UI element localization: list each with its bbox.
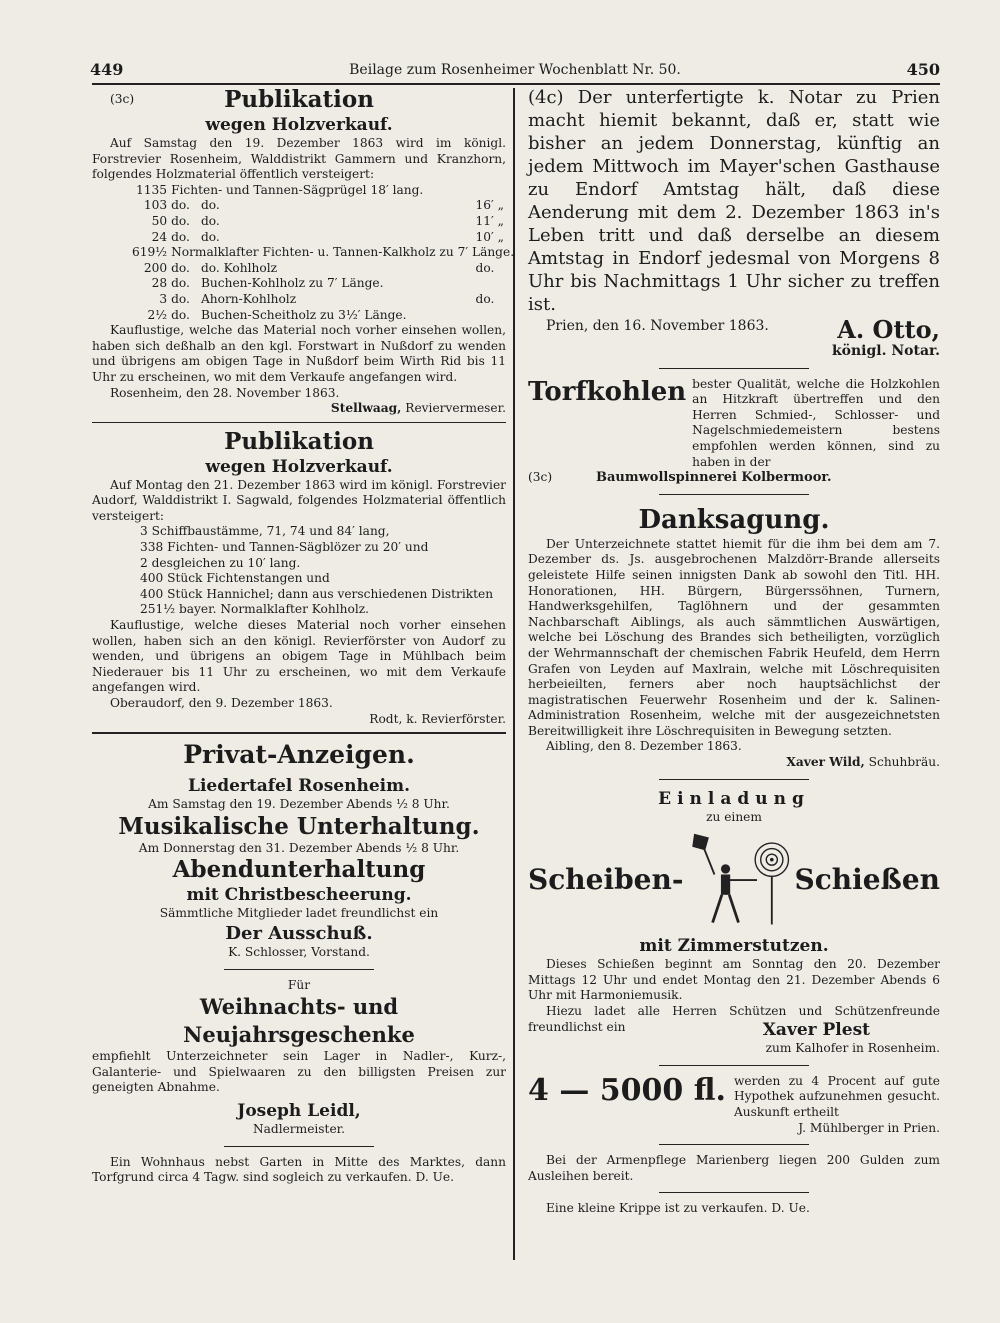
einladung-text: Dieses Schießen beginnt am Sonntag den 20. Dezember Mittags 12 Uhr und endet Montag den 21. Dezember Abends 6 Uhr mit Harmoniemusik.	[528, 957, 940, 1003]
table-cell: Fichten- und Tannen-Sägprügel 18′ lang.	[171, 182, 424, 197]
house-ad: Ein Wohnhaus nebst Garten in Mitte des Marktes, dann Torfgrund circa 4 Tagw. sind sogleich zu verkaufen. D. Ue.	[92, 1154, 506, 1185]
table-row	[132, 292, 518, 308]
ad-title: Publikation	[224, 86, 374, 113]
ad-place-date: Prien, den 16. November 1863.	[546, 318, 769, 334]
short-rule	[659, 494, 809, 495]
gift-role: Nadlermeister.	[252, 1121, 346, 1136]
table-cell: do.	[200, 198, 220, 213]
dank-title: Danksagung.	[638, 504, 830, 535]
liedertafel-title: Liedertafel Rosenheim.	[187, 776, 410, 797]
event-date: Am Samstag den 19. Dezember Abends ½ 8 Uhr.	[148, 797, 450, 812]
ad-holzverkauf-1	[92, 86, 515, 417]
table-cell: do.	[171, 307, 190, 322]
money-amount: 4 — 5000 fl.	[528, 1072, 726, 1108]
ad-danksagung	[528, 503, 940, 771]
section-rule	[92, 422, 506, 423]
table-cell: 103	[143, 198, 168, 213]
table-cell: 3	[159, 291, 168, 306]
table-row	[132, 230, 518, 246]
scheiben-label: Scheiben-	[528, 863, 684, 897]
armenpflege-ad: Bei der Armenpflege Marienberg liegen 200 Gulden zum Ausleihen bereit.	[528, 1153, 940, 1183]
table-row	[132, 276, 518, 292]
torf-text: bester Qualität, welche die Holzkohlen an Hitzkraft übertreffen und den Herren Schmied-, Schlosser- und Nagelschmiedemeistern bestens empfohlen werden können, sind zu haben in der	[692, 376, 940, 469]
list-item: 2 desgleichen zu 10′ lang.	[140, 555, 301, 570]
ad-einladung	[528, 788, 940, 1057]
table-cell: do.	[171, 260, 190, 275]
ad-title: Publikation	[224, 427, 374, 455]
header-rule	[92, 83, 940, 85]
ad-intro: Auf Samstag den 19. Dezember 1863 wird im königl. Forstrevier Rosenheim, Walddistrikt Gammern und Kranzhorn, folgendes Holzmaterial öffentlich versteigert:	[92, 136, 506, 182]
ad-intro: Auf Montag den 21. Dezember 1863 wird im königl. Forstrevier Audorf, Walddistrikt I. Sagwald, folgendes Holzmaterial öffentlich versteigert:	[92, 477, 506, 523]
torf-source: (3c) Baumwollspinnerei Kolbermoor.	[528, 470, 832, 486]
short-rule	[224, 969, 374, 970]
table-row	[132, 214, 518, 230]
table-cell: 16′ „	[475, 198, 504, 213]
dank-signature: Xaver Wild, Schuhbräu.	[786, 755, 940, 770]
krippe-ad: Eine kleine Krippe ist zu verkaufen. D. Ue.	[546, 1201, 810, 1216]
table-cell: 1135	[136, 182, 168, 197]
event-date: Am Donnerstag den 31. Dezember Abends ½ 8 Uhr.	[138, 840, 460, 855]
table-cell: 28	[151, 276, 168, 291]
table-cell: 10′ „	[475, 229, 504, 244]
ad-place-date: Rosenheim, den 28. November 1863.	[110, 385, 340, 400]
table-row	[132, 261, 518, 277]
list-item: 400 Stück Fichtenstangen und	[140, 571, 330, 586]
table-cell: do.	[200, 229, 220, 244]
table-cell: 11′ „	[475, 213, 504, 228]
ad-reference: (3c)	[110, 92, 135, 106]
ad-place-date: Oberaudorf, den 9. Dezember 1863.	[110, 696, 333, 710]
section-title: Privat-Anzeigen.	[183, 740, 415, 770]
table-cell: 619½	[132, 245, 168, 260]
einladung-signature-place: zum Kalhofer in Rosenheim.	[765, 1041, 940, 1056]
event-title: Abendunterhaltung	[172, 856, 426, 884]
short-rule	[659, 368, 809, 369]
short-rule	[659, 779, 809, 780]
table-cell: 50	[151, 213, 168, 228]
signature-vorstand: K. Schlosser, Vorstand.	[228, 944, 370, 959]
table-cell: do.	[475, 260, 495, 275]
notar-text: (4c) Der unterfertigte k. Notar zu Prien macht hiemit bekannt, daß er, statt wie bisher an jedem Donnerstag, künftig an jedem Mittwoch im Mayer'schen Gasthause zu Endorf Amtstag hält, daß diese Aenderung mit dem 2. Dezember 1863 in's Leben tritt und daß derselbe an diesem Amtstag in Endorf jedesmal von Morgens 8 Uhr bis Nachmittags 1 Uhr sicher zu treffen ist.	[528, 87, 940, 315]
header-title: Beilage zum Rosenheimer Wochenblatt Nr. 50.	[349, 62, 681, 78]
table-cell: do.	[200, 213, 220, 228]
page-header	[90, 60, 940, 84]
ad-subtitle: wegen Holzverkauf.	[205, 456, 393, 477]
ad-holzverkauf-2	[92, 428, 506, 728]
table-row	[132, 308, 518, 324]
torf-title: Torfkohlen	[528, 376, 687, 407]
event-subtitle: mit Christbescheerung.	[186, 885, 412, 906]
gift-signature: Joseph Leidl,	[237, 1100, 361, 1121]
table-cell: 200	[143, 260, 168, 275]
einladung-title: Einladung	[658, 788, 810, 809]
short-rule	[659, 1144, 809, 1145]
einladung-signature: Xaver Plest	[762, 1020, 870, 1041]
ad-money	[528, 1074, 940, 1136]
table-row	[132, 198, 518, 214]
ad-notar	[528, 86, 940, 360]
ad-body: Kauflustige, welche dieses Material noch vorher einsehen wollen, haben sich an den königl. Revierförster von Audorf zu wenden, und übrigens an obigem Tage in Mühlbach beim Niederauer bis 11 Uhr zu erscheinen, wo mit dem Verkaufe angefangen wird.	[92, 618, 506, 695]
short-rule	[659, 1192, 809, 1193]
gift-body: empfiehlt Unterzeichneter sein Lager in Nadler-, Kurz-, Galanterie- und Spielwaaren zu den billigsten Preisen zur geneigten Abnahme.	[92, 1049, 506, 1095]
einladung-subtitle: mit Zimmerstutzen.	[639, 936, 829, 957]
table-row	[132, 183, 518, 199]
table-row	[132, 245, 518, 261]
table-cell	[476, 276, 519, 292]
list-item: 3 Schiffbaustämme, 71, 74 und 84′ lang,	[140, 524, 390, 539]
shooter-target-icon	[683, 828, 794, 933]
ad-body: Kauflustige, welche das Material noch vorher einsehen wollen, haben sich deßhalb an den kgl. Forstwart in Nußdorf zu wenden und übrigens am obigen Tage in Nußdorf beim Wirth Rid bis 11 Uhr zu erscheinen, wo mit dem Verkaufe angefangen wird.	[92, 323, 506, 384]
page-number-left: 449	[90, 60, 124, 79]
table-cell: do.	[171, 229, 190, 244]
einladung-invite: Hiezu ladet alle Herren Schützen und Schützenfreunde freundlichst ein	[528, 1004, 940, 1034]
table-cell: Normalklafter Fichten- u. Tannen-Kalkholz zu 7′ Länge.	[171, 245, 515, 260]
ad-torfkohlen	[528, 377, 940, 486]
ad-place-date: Aibling, den 8. Dezember 1863.	[546, 739, 742, 754]
table-cell: Ahorn-Kohlholz	[200, 291, 297, 306]
table-cell: do.	[171, 276, 190, 291]
schiessen-label: Schießen	[794, 863, 940, 897]
wood-list	[132, 183, 518, 323]
list-item: 338 Fichten- und Tannen-Sägblözer zu 20′ und	[140, 540, 429, 555]
list-item: 251½ bayer. Normalklafter Kohlholz.	[140, 602, 370, 617]
table-cell	[476, 308, 519, 324]
einladung-zu: zu einem	[706, 809, 762, 824]
right-column	[528, 86, 940, 1217]
money-text: werden zu 4 Procent auf gute Hypothek aufzunehmen gesucht. Auskunft ertheilt	[733, 1073, 940, 1119]
table-cell: do. Kohlholz	[200, 260, 278, 275]
ad-signature: Rodt, k. Revierförster.	[369, 711, 506, 726]
table-cell: do.	[171, 291, 190, 306]
table-cell: do.	[171, 213, 190, 228]
short-rule	[659, 1065, 809, 1066]
table-cell: Buchen-Scheitholz zu 3½′ Länge.	[200, 307, 407, 322]
signature: Der Ausschuß.	[225, 922, 373, 944]
list-item: 400 Stück Hannichel; dann aus verschiedenen Distrikten	[140, 586, 494, 601]
table-cell: do.	[475, 291, 495, 306]
notar-signature: A. Otto,	[837, 315, 940, 344]
table-cell: 24	[151, 229, 168, 244]
shooting-illustration	[528, 825, 940, 935]
ad-subtitle: wegen Holzverkauf.	[205, 115, 393, 135]
gift-title: Weihnachts- und Neujahrsgeschenke	[183, 994, 415, 1048]
notar-role: königl. Notar.	[831, 343, 940, 359]
table-cell: do.	[171, 198, 190, 213]
ad-signature: Stellwaag, Reviervermeser.	[330, 401, 506, 416]
left-column	[92, 86, 515, 1186]
section-rule	[92, 732, 506, 734]
invite-text: Sämmtliche Mitglieder ladet freundlichst ein	[159, 906, 439, 921]
short-rule	[224, 1146, 374, 1147]
money-signature: J. Mühlberger in Prien.	[798, 1120, 940, 1135]
event-title: Musikalische Unterhaltung.	[118, 812, 480, 840]
dank-text: Der Unterzeichnete stattet hiemit für die ihm bei dem am 7. Dezember ds. Js. ausgebrochenen Malzdörr-Brande allerseits geleistete Hilfe seinen innigsten Dank ab sowohl den Titl. HH. Honorationen, HH. Bürgern, Bürgerssöhnen, Turnern, Handwerksgehilfen, Taglöhnern und der gesammten Nachbarschaft Aiblings, als auch sämmtlichen Auswärtigen, welche bei Löschung des Brandes sich betheiligten, vorzüglich der Wehrmannschaft der chemischen Fabrik Heufeld, dem Herrn Grafen von Leyden auf Maxlrain, welche mit Löschrequisiten herbeieilten, ferners aber noch hauptsächlichst der magistratischen Feuerwehr Rosenheim und der k. Salinen-Administration Rosenheim, welche mit der ausgezeichnetsten Bereitwilligkeit ihre Löschrequisiten in Bewegung setzten.	[528, 536, 940, 738]
page-number-right: 450	[906, 60, 940, 79]
table-cell: 2½	[147, 307, 168, 322]
fuer-label: Für	[287, 977, 311, 992]
private-ads	[92, 739, 506, 1186]
table-cell: Buchen-Kohlholz zu 7′ Länge.	[200, 276, 384, 291]
